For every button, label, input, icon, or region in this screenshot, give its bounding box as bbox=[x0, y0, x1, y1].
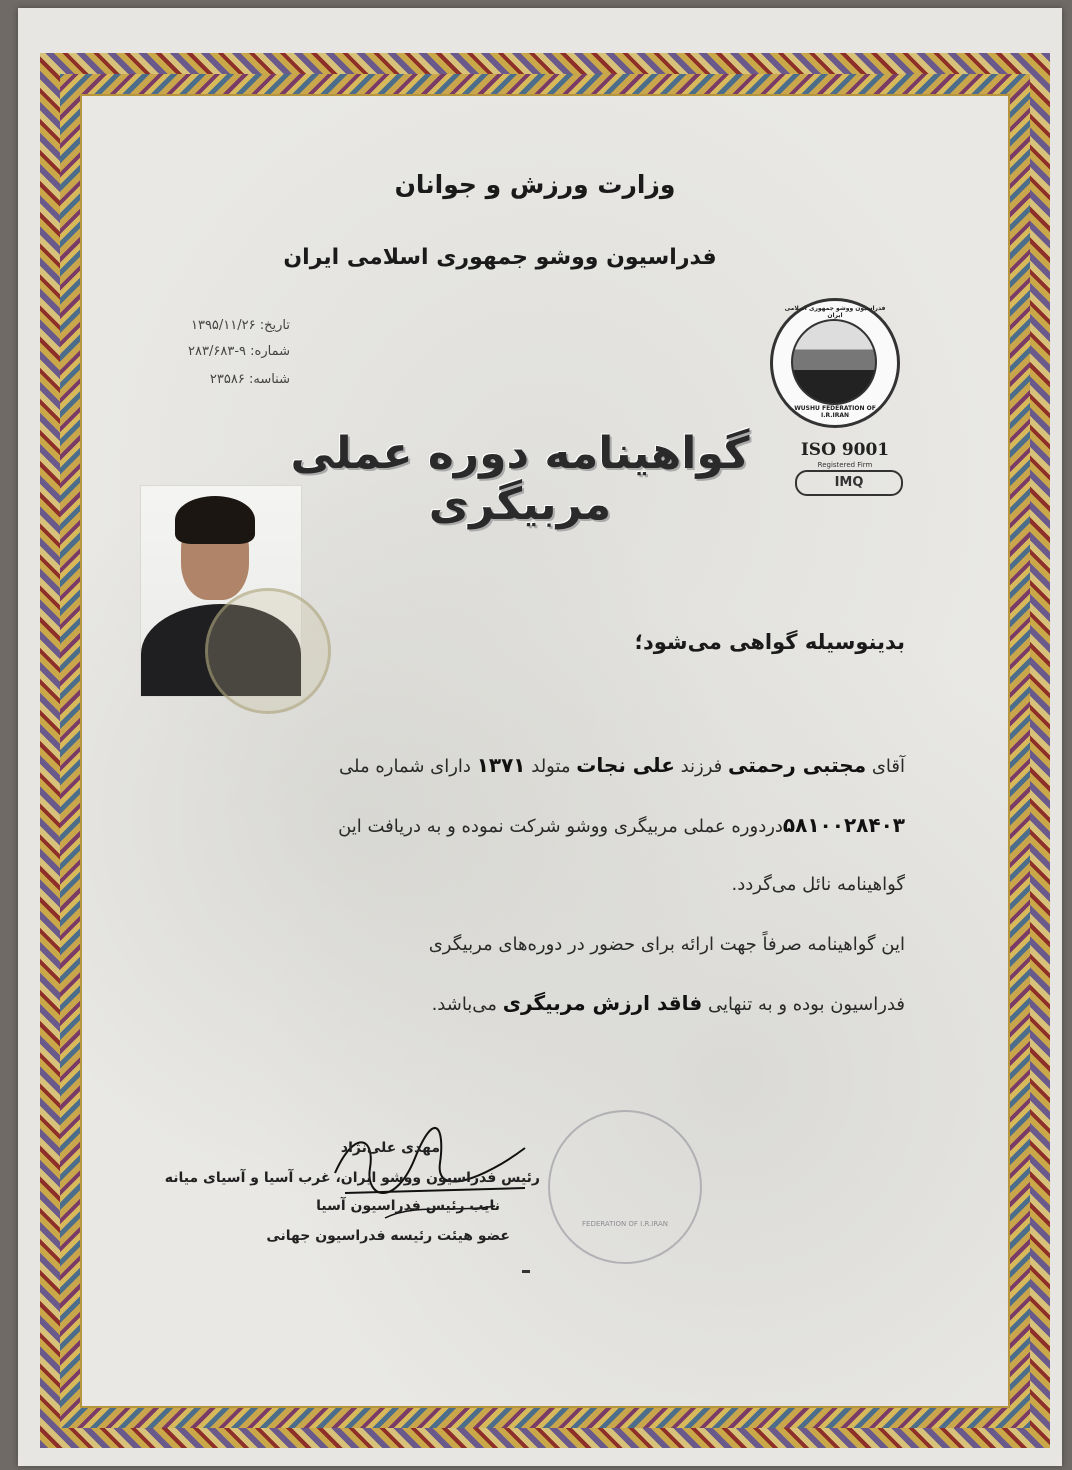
body-line-3: گواهینامه نائل می‌گردد. bbox=[731, 874, 905, 895]
logo-ring-text-top: فدراسیون ووشو جمهوری اسلامی ایران bbox=[784, 305, 886, 319]
iso-label: ISO 9001 bbox=[800, 440, 890, 460]
federation-heading: فدراسیون ووشو جمهوری اسلامی ایران bbox=[283, 245, 717, 270]
national-id: ۵۸۱۰۰۲۸۴۰۳ bbox=[782, 813, 905, 837]
federation-stamp bbox=[548, 1110, 702, 1264]
text-national-id-label: دارای شماره ملی bbox=[339, 756, 471, 777]
logo-ring-text-bottom: WUSHU FEDERATION OF I.R.IRAN bbox=[794, 405, 876, 419]
note-text-bold: فاقد ارزش مربیگری bbox=[502, 991, 703, 1015]
meta-date: تاریخ: ۱۳۹۵/۱۱/۲۶ bbox=[190, 318, 290, 333]
recipient-name: مجتبی رحمتی bbox=[728, 753, 867, 777]
father-name: علی نجات bbox=[576, 753, 675, 777]
photo-stamp-seal bbox=[205, 588, 331, 714]
note-line-1: این گواهینامه صرفاً جهت ارائه برای حضور در دوره‌های مربیگری bbox=[428, 934, 905, 955]
pen-mark bbox=[522, 1270, 530, 1273]
note-line-2 bbox=[165, 990, 905, 1018]
stamp-text: FEDERATION OF I.R.IRAN bbox=[582, 1220, 668, 1228]
note-text-a: فدراسیون بوده و به تنهایی bbox=[707, 994, 905, 1015]
ministry-heading: وزارت ورزش و جوانان bbox=[394, 170, 676, 199]
signatory-name: مهدی علی‌نژاد bbox=[340, 1140, 440, 1156]
imq-badge: IMQ bbox=[795, 470, 903, 496]
signatory-role-2: نایب رئیس فدراسیون آسیا bbox=[316, 1198, 500, 1214]
birth-year: ۱۳۷۱ bbox=[476, 753, 526, 777]
certificate-title: گواهینامه دوره عملی مربیگری bbox=[290, 428, 750, 530]
body-line-2 bbox=[165, 812, 905, 840]
certify-heading: بدینوسیله گواهی می‌شود؛ bbox=[634, 630, 905, 654]
text-son-of: فرزند bbox=[680, 756, 723, 777]
note-text-c: می‌باشد. bbox=[431, 994, 497, 1015]
federation-logo bbox=[770, 298, 900, 428]
text-mr: آقای bbox=[871, 756, 905, 777]
text-course: دردوره عملی مربیگری ووشو شرکت نموده و به دریافت این bbox=[338, 816, 783, 837]
certificate-sheet bbox=[18, 8, 1062, 1466]
meta-id: شناسه: ۲۳۵۸۶ bbox=[209, 372, 290, 387]
mountain-emblem-icon bbox=[791, 319, 877, 405]
signatory-role-1: رئیس فدراسیون ووشو ایران، غرب آسیا و آسیای میانه bbox=[164, 1170, 540, 1186]
photo-hair bbox=[175, 496, 255, 544]
meta-number: شماره: ۹-۲۸۳/۶۸۳ bbox=[188, 344, 290, 359]
text-born: متولد bbox=[531, 756, 571, 777]
body-line-1 bbox=[165, 752, 905, 780]
iso-sub-label: Registered Firm bbox=[817, 461, 873, 469]
signatory-role-3: عضو هیئت رئیسه فدراسیون جهانی bbox=[266, 1228, 510, 1244]
